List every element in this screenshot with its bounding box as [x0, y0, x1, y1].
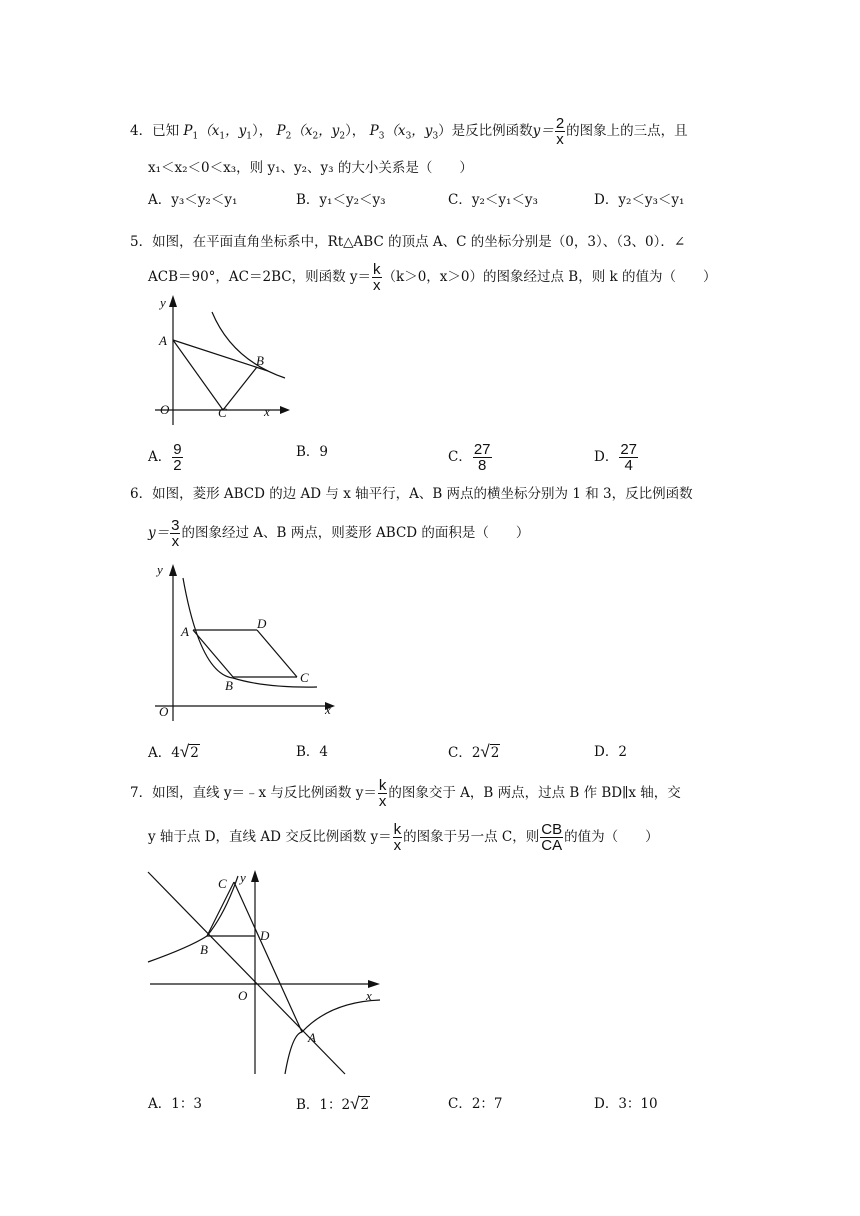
q4-sub: 3 — [405, 131, 412, 142]
q7-option-c[interactable]: C．2：7 — [448, 1096, 503, 1112]
q7-frac-den: x — [393, 837, 402, 854]
q4-frac-num: 2 — [555, 115, 565, 132]
q7-option-b[interactable] — [296, 1094, 370, 1115]
q4-coord: ，y — [225, 123, 247, 139]
q5-label-b: B — [256, 353, 264, 368]
q5-text: ACB＝90°，AC＝2BC，则函数 y＝ — [148, 269, 372, 285]
q5-option-c-label: C． — [448, 449, 472, 465]
q4-fraction — [555, 116, 565, 147]
q6-label-c: C — [300, 670, 309, 685]
q4-option-b[interactable]: B．y₁＜y₂＜y₃ — [296, 192, 386, 208]
q6-option-a[interactable] — [148, 742, 200, 763]
q4-sub: 2 — [312, 131, 319, 142]
q5-label-c: C — [218, 405, 227, 420]
q4-option-a[interactable]: A．y₃＜y₂＜y₁ — [148, 192, 238, 208]
q6-option-b[interactable]: B．4 — [296, 744, 329, 760]
q6-line1: 6．如图，菱形 ABCD 的边 AD 与 x 轴平行，A、B 两点的横坐标分别为 1 和 3，反比例函数 — [130, 486, 693, 502]
q5-option-a-label: A． — [148, 449, 172, 465]
q7-ratio-den: CA — [541, 837, 563, 854]
q4-sub: 2 — [339, 131, 346, 142]
q5-option-c-fraction — [473, 442, 492, 473]
q5-option-c[interactable] — [448, 442, 493, 473]
q4-number: 4． — [130, 123, 153, 139]
q7-label-c: C — [218, 876, 227, 891]
q5-label-a: A — [159, 333, 167, 348]
q7-label-y: y — [240, 870, 246, 885]
q7-figure — [140, 862, 390, 1084]
q7-text-end: 的图象交于 A，B 两点，过点 B 作 BD∥x 轴，交 — [388, 785, 681, 801]
q7-frac-num: k — [393, 821, 402, 838]
q7-option-b-label: B．1：2 — [296, 1097, 351, 1113]
q6-yeq: y＝ — [148, 525, 170, 541]
q4-p3: P — [369, 123, 379, 139]
q6-label-d: D — [257, 616, 267, 631]
sqrt-icon: √ — [350, 1094, 360, 1113]
q7-line2 — [148, 822, 659, 853]
q4-option-d[interactable]: D．y₂＜y₃＜y₁ — [594, 192, 685, 208]
q4-yeq: y＝ — [532, 123, 554, 139]
q5-option-a-fraction — [172, 442, 182, 473]
q5-option-a-den: 2 — [173, 457, 182, 474]
q6-option-c-label: C．2 — [448, 745, 481, 761]
q4-p2-coord: （x — [291, 123, 313, 139]
q4-text-end: 的图象上的三点，且 — [566, 123, 688, 139]
q6-label-b: B — [225, 678, 233, 693]
q5-option-d-label: D． — [594, 449, 619, 465]
q4-line2: x₁＜x₂＜0＜x₃，则 y₁、y₂、y₃ 的大小关系是（ ） — [148, 160, 473, 176]
q6-label-a: A — [181, 624, 189, 639]
q7-ratio-num: CB — [541, 821, 563, 838]
q7-text: y 轴于点 D，直线 AD 交反比例函数 y＝ — [148, 829, 392, 845]
q7-text-mid: 的图象于另一点 C，则 — [403, 829, 540, 845]
q6-option-a-label: A．4 — [148, 745, 180, 761]
q7-ratio-fraction — [540, 822, 563, 853]
q5-figure — [140, 290, 300, 430]
q7-line1 — [130, 778, 681, 809]
q5-line2 — [148, 262, 716, 293]
q6-frac-den: x — [171, 533, 180, 550]
q6-line2 — [148, 518, 529, 549]
q5-label-o: O — [160, 402, 170, 417]
q5-option-a-num: 9 — [173, 441, 182, 458]
q4-p1-sub: 1 — [192, 131, 199, 142]
q6-label-o: O — [159, 704, 169, 719]
q6-frac-num: 3 — [171, 517, 180, 534]
q5-frac-den: x — [373, 277, 381, 294]
q4-line1 — [130, 116, 688, 147]
sqrt-icon: √ — [480, 742, 490, 761]
q5-option-c-den: 8 — [478, 457, 487, 474]
q4-sub: 1 — [246, 131, 252, 142]
q5-label-y: y — [160, 295, 166, 310]
q5-option-b[interactable]: B．9 — [296, 444, 329, 460]
q4-coord: ）， — [251, 123, 273, 139]
q4-coord: ）， — [345, 123, 366, 139]
q7-label-o: O — [238, 988, 248, 1003]
q5-option-d[interactable] — [594, 442, 639, 473]
q4-p1-coord: （x — [198, 123, 220, 139]
q4-coord: ，y — [411, 123, 433, 139]
q7-frac-num: k — [378, 777, 387, 794]
q4-sub: 3 — [432, 131, 439, 142]
sqrt-icon: √ — [179, 742, 190, 761]
q7-label-a: A — [308, 1030, 316, 1045]
q5-option-a[interactable] — [148, 442, 184, 473]
q7-label-x: x — [366, 988, 372, 1003]
q5-text-end: （k＞0，x＞0）的图象经过点 B，则 k 的值为（ ） — [382, 269, 717, 285]
q4-p2-sub: 2 — [285, 131, 292, 142]
q7-label-b: B — [200, 942, 208, 957]
q6-label-x: x — [325, 702, 331, 717]
q7-option-d[interactable]: D．3：10 — [594, 1096, 658, 1112]
q4-p3-sub: 3 — [378, 131, 385, 142]
q6-text-end: 的图象经过 A、B 两点，则菱形 ABCD 的面积是（ ） — [181, 525, 530, 541]
q4-sub: 1 — [219, 131, 226, 142]
q7-label-d: D — [260, 928, 270, 943]
q4-coord: ，y — [318, 123, 340, 139]
q7-fraction — [378, 778, 388, 809]
q5-option-c-num: 27 — [473, 441, 491, 458]
q7-text-end: 的值为（ ） — [564, 829, 659, 845]
q6-fraction — [170, 518, 180, 549]
q7-fraction-2 — [393, 822, 403, 853]
q6-option-d[interactable]: D．2 — [594, 744, 627, 760]
q4-p1: P — [183, 123, 193, 139]
q5-fraction — [372, 262, 382, 293]
q4-p2: P — [276, 123, 286, 139]
q6-figure — [145, 556, 345, 726]
q4-text: 已知 — [152, 123, 180, 139]
q6-option-c-radicand: 2 — [490, 745, 500, 761]
q5-label-x: x — [264, 404, 270, 419]
q6-label-y: y — [157, 562, 163, 577]
q5-option-d-den: 4 — [624, 457, 633, 474]
q5-option-d-num: 27 — [620, 441, 638, 458]
q4-frac-den: x — [556, 131, 564, 148]
q5-frac-num: k — [373, 261, 381, 278]
q7-frac-den: x — [378, 793, 387, 810]
q6-option-c[interactable] — [448, 742, 500, 763]
q7-option-b-radicand: 2 — [360, 1097, 370, 1113]
q4-option-c[interactable]: C．y₂＜y₁＜y₃ — [448, 192, 538, 208]
q6-option-a-radicand: 2 — [190, 745, 199, 761]
q5-option-d-fraction — [619, 442, 638, 473]
q4-coord: ）是反比例函数 — [438, 123, 533, 139]
q7-option-a[interactable]: A．1：3 — [148, 1096, 202, 1112]
q4-p3-coord: （x — [384, 123, 406, 139]
q5-line1: 5．如图，在平面直角坐标系中，Rt△ABC 的顶点 A、C 的坐标分别是（0，3）、（3、0）．∠ — [130, 234, 686, 250]
q7-text: 7．如图，直线 y＝﹣x 与反比例函数 y＝ — [130, 785, 377, 801]
